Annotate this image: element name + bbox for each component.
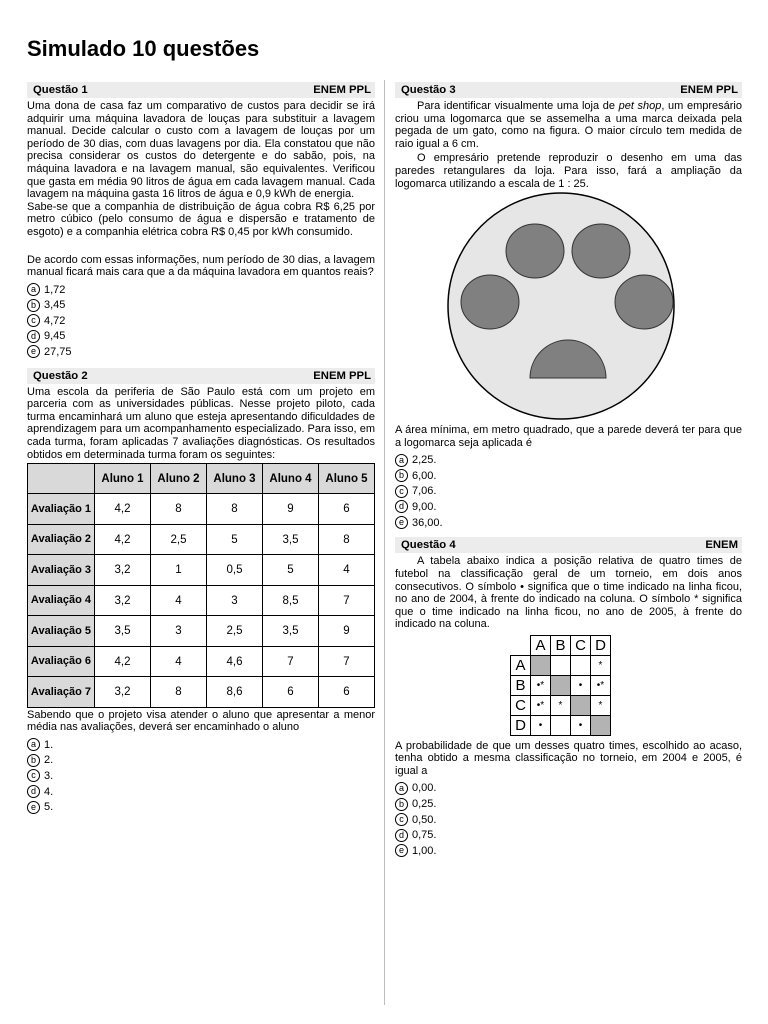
option-c[interactable] xyxy=(27,313,375,329)
column-header: Aluno 5 xyxy=(319,464,375,494)
option-letter: b xyxy=(27,754,40,767)
option-letter: d xyxy=(395,500,408,513)
grid-cell: * xyxy=(591,695,611,715)
option-text: 36,00. xyxy=(412,516,443,529)
table-cell: 8 xyxy=(207,494,263,525)
table-cell: 5 xyxy=(207,524,263,555)
option-b[interactable] xyxy=(27,753,375,769)
row-header: Avaliação 5 xyxy=(28,616,95,647)
question-2-label: Questão 2 xyxy=(33,369,88,382)
question-3-header xyxy=(395,82,742,98)
table-row xyxy=(28,677,375,708)
option-letter: e xyxy=(27,801,40,814)
table-cell: 3,5 xyxy=(263,524,319,555)
option-d[interactable] xyxy=(27,784,375,800)
grid-cell: •* xyxy=(531,695,551,715)
table-cell: 9 xyxy=(263,494,319,525)
table-row xyxy=(28,585,375,616)
table-cell: 9 xyxy=(319,616,375,647)
option-a[interactable] xyxy=(27,737,375,753)
table-cell: 3,5 xyxy=(263,616,319,647)
option-text: 9,45 xyxy=(44,330,66,343)
row-header: Avaliação 6 xyxy=(28,646,95,677)
option-letter: c xyxy=(395,813,408,826)
option-text: 1,72 xyxy=(44,283,66,296)
option-a[interactable] xyxy=(395,781,742,797)
table-cell: 7 xyxy=(319,585,375,616)
grades-header-row xyxy=(28,464,375,494)
table-cell: 1 xyxy=(151,555,207,586)
grid-cell: • xyxy=(571,715,591,735)
option-letter: e xyxy=(27,345,40,358)
left-column xyxy=(27,82,375,815)
table-cell: 2,5 xyxy=(151,524,207,555)
table-cell: 7 xyxy=(319,646,375,677)
table-row xyxy=(28,494,375,525)
question-1-prompt: De acordo com essas informações, num período de 30 dias, a lavagem manual ficará mais cara que a da máquina lavadora em quantos reais? xyxy=(27,253,375,279)
column-header: Aluno 2 xyxy=(151,464,207,494)
option-e[interactable] xyxy=(395,843,742,859)
question-4-statement: A tabela abaixo indica a posição relativa de quatro times de futebol na classificação geral de um torneio, em dois anos consecutivos. O símbolo • significa que o time indicado na linha ficou, no ano de 2004, à frente do indicado na coluna. O símbolo * significa que o time indicado na linha ficou, no ano de 2005, à frente do indicado na coluna. xyxy=(395,555,742,631)
grid-cell: •* xyxy=(531,675,551,695)
grid-row-header: B xyxy=(511,675,531,695)
question-4-prompt: A probabilidade de que um desses quatro times, escolhido ao acaso, tenha obtido a mesma classificação no torneio, em 2004 e 2005, é igual a xyxy=(395,739,742,778)
question-4-options xyxy=(395,781,742,859)
question-1 xyxy=(27,82,375,360)
row-header: Avaliação 4 xyxy=(28,585,95,616)
question-3-statement: Para identificar visualmente uma loja de pet shop, um empresário criou uma logomarca que se assemelha a uma marca deixada pela pegada de um gato, como na figura. O maior círculo tem medida de raio igual a 6 cm. xyxy=(395,100,742,150)
paw-logo-figure xyxy=(395,192,742,422)
option-letter: c xyxy=(395,485,408,498)
row-header: Avaliação 3 xyxy=(28,555,95,586)
grid-row-header: A xyxy=(511,655,531,675)
option-text: 1. xyxy=(44,738,54,751)
question-2-statement: Uma escola da periferia de São Paulo está com um projeto em parceria com as universidades públicas. Nesse projeto piloto, cada turma encaminhará um aluno que esteja apresentando dificuldades de aprendizagem para um acompanhamento especializado. Para isso, em cada turma, foram aplicadas 7 avaliações diagnósticas. Os resultados obtidos em determinada turma foram os seguintes: xyxy=(27,385,375,461)
table-cell: 2,5 xyxy=(207,616,263,647)
grid-column-header: B xyxy=(551,635,571,655)
option-text: 9,00. xyxy=(412,500,437,513)
option-text: 0,50. xyxy=(412,813,437,826)
grid-cell xyxy=(551,715,571,735)
table-cell: 3 xyxy=(207,585,263,616)
grid-cell: * xyxy=(591,655,611,675)
paw-toe-left xyxy=(461,275,519,329)
option-text: 3,45 xyxy=(44,299,66,312)
table-row xyxy=(28,646,375,677)
option-letter: e xyxy=(395,516,408,529)
question-2 xyxy=(27,368,375,815)
option-b[interactable] xyxy=(27,297,375,313)
grid-diagonal-cell xyxy=(551,675,571,695)
grid-corner xyxy=(511,635,531,655)
question-4-header xyxy=(395,537,742,553)
option-text: 7,06. xyxy=(412,485,437,498)
option-e[interactable] xyxy=(27,799,375,815)
option-letter: c xyxy=(27,769,40,782)
option-b[interactable] xyxy=(395,796,742,812)
option-text: 4,72 xyxy=(44,314,66,327)
table-cell: 4 xyxy=(151,585,207,616)
grid-row xyxy=(511,675,611,695)
table-row xyxy=(28,555,375,586)
grid-column-header: C xyxy=(571,635,591,655)
table-cell: 7 xyxy=(263,646,319,677)
column-header: Aluno 4 xyxy=(263,464,319,494)
option-a[interactable] xyxy=(395,452,742,468)
grid-column-header: D xyxy=(591,635,611,655)
option-e[interactable] xyxy=(395,515,742,531)
option-letter: d xyxy=(395,829,408,842)
question-4 xyxy=(395,537,742,858)
grades-table xyxy=(27,463,375,708)
table-cell: 6 xyxy=(263,677,319,708)
grid-cell xyxy=(571,655,591,675)
table-cell: 6 xyxy=(319,494,375,525)
option-text: 2. xyxy=(44,754,54,767)
option-d[interactable] xyxy=(395,827,742,843)
table-cell: 3,2 xyxy=(95,585,151,616)
paw-toe-top-right xyxy=(572,224,630,278)
column-divider xyxy=(384,80,385,1005)
question-2-header xyxy=(27,368,375,384)
question-2-prompt: Sabendo que o projeto visa atender o aluno que apresentar a menor média nas avaliações, deverá ser encaminhado o aluno xyxy=(27,708,375,734)
option-letter: b xyxy=(395,798,408,811)
row-header: Avaliação 7 xyxy=(28,677,95,708)
question-1-header xyxy=(27,82,375,98)
table-cell: 3,5 xyxy=(95,616,151,647)
table-cell: 4 xyxy=(319,555,375,586)
right-column xyxy=(395,82,742,859)
option-c[interactable] xyxy=(27,768,375,784)
option-text: 0,00. xyxy=(412,782,437,795)
column-header: Aluno 1 xyxy=(95,464,151,494)
table-cell: 8 xyxy=(151,494,207,525)
option-c[interactable] xyxy=(395,812,742,828)
table-cell: 4,2 xyxy=(95,524,151,555)
row-header: Avaliação 2 xyxy=(28,524,95,555)
option-text: 0,25. xyxy=(412,798,437,811)
table-cell: 3,2 xyxy=(95,555,151,586)
grid-column-header: A xyxy=(531,635,551,655)
option-b[interactable] xyxy=(395,468,742,484)
table-cell: 4,2 xyxy=(95,646,151,677)
grid-cell: • xyxy=(571,675,591,695)
corner-cell xyxy=(28,464,95,494)
table-cell: 4,6 xyxy=(207,646,263,677)
option-letter: e xyxy=(395,844,408,857)
column-header: Aluno 3 xyxy=(207,464,263,494)
option-text: 0,75. xyxy=(412,829,437,842)
grid-cell: * xyxy=(551,695,571,715)
option-text: 6,00. xyxy=(412,469,437,482)
table-cell: 3 xyxy=(151,616,207,647)
question-2-options xyxy=(27,737,375,815)
table-row xyxy=(28,616,375,647)
option-a[interactable] xyxy=(27,282,375,298)
grid-row xyxy=(511,655,611,675)
option-letter: d xyxy=(27,330,40,343)
option-d[interactable] xyxy=(395,499,742,515)
option-letter: b xyxy=(27,299,40,312)
table-cell: 8 xyxy=(319,524,375,555)
question-2-source: ENEM PPL xyxy=(313,369,371,382)
question-4-source: ENEM xyxy=(705,539,738,552)
option-text: 4. xyxy=(44,785,54,798)
grid-row-header: D xyxy=(511,715,531,735)
question-3-source: ENEM PPL xyxy=(680,84,738,96)
paw-logo-svg xyxy=(395,192,742,422)
question-3-scale-text: O empresário pretende reproduzir o desenho em uma das paredes retangulares da loja. Para isso, fará a ampliação da logomarca utilizando a escala de 1 : 25. xyxy=(395,152,742,190)
option-letter: a xyxy=(27,283,40,296)
table-cell: 3,2 xyxy=(95,677,151,708)
paw-toe-top-left xyxy=(506,224,564,278)
option-c[interactable] xyxy=(395,484,742,500)
option-letter: b xyxy=(395,469,408,482)
question-1-source: ENEM PPL xyxy=(313,84,371,96)
table-cell: 8,5 xyxy=(263,585,319,616)
table-cell: 4,2 xyxy=(95,494,151,525)
grid-header-row xyxy=(511,635,611,655)
grid-row xyxy=(511,715,611,735)
option-text: 1,00. xyxy=(412,844,437,857)
table-row xyxy=(28,524,375,555)
grid-diagonal-cell xyxy=(571,695,591,715)
option-text: 2,25. xyxy=(412,454,437,467)
option-d[interactable] xyxy=(27,329,375,345)
grid-row-header: C xyxy=(511,695,531,715)
question-3-label: Questão 3 xyxy=(401,84,456,96)
question-1-statement: Uma dona de casa faz um comparativo de custos para decidir se irá adquirir uma máquina lavadora de louças para substituir a lavagem manual. Decide calcular o custo com a lavagem de louças por um período de 30 dias, com duas lavagens por dia. Ela constatou que não precisa considerar os custos do detergente e do sabão, pois, na máquina lavadora e na lavagem manual, são equivalentes. Verificou que gasta em média 90 litros de água em cada lavagem manual. Cada lavagem na máquina gasta 16 litros de água e 0,9 kWh de energia. xyxy=(27,100,375,201)
ranking-grid xyxy=(510,635,611,736)
grid-cell: •* xyxy=(591,675,611,695)
row-header: Avaliação 1 xyxy=(28,494,95,525)
table-cell: 8,6 xyxy=(207,677,263,708)
grid-cell xyxy=(551,655,571,675)
option-e[interactable] xyxy=(27,344,375,360)
question-1-options xyxy=(27,282,375,360)
question-4-label: Questão 4 xyxy=(401,539,456,552)
table-cell: 4 xyxy=(151,646,207,677)
option-letter: c xyxy=(27,314,40,327)
option-text: 5. xyxy=(44,801,54,814)
question-1-label: Questão 1 xyxy=(33,84,88,96)
option-text: 3. xyxy=(44,769,54,782)
question-3-prompt: A área mínima, em metro quadrado, que a parede deverá ter para que a logomarca seja aplicada é xyxy=(395,424,742,449)
question-3 xyxy=(395,82,742,530)
question-1-prices: Sabe-se que a companhia de distribuição de água cobra R$ 6,25 por metro cúbico (pelo consumo de água e dispersão e tratamento de esgoto) e a companhia elétrica cobra R$ 0,45 por kWh consumido. xyxy=(27,200,375,238)
page-title: Simulado 10 questões xyxy=(27,36,260,61)
grid-row xyxy=(511,695,611,715)
paw-toe-right xyxy=(615,275,673,329)
table-cell: 0,5 xyxy=(207,555,263,586)
grid-diagonal-cell xyxy=(591,715,611,735)
option-letter: a xyxy=(395,782,408,795)
option-text: 27,75 xyxy=(44,345,72,358)
table-cell: 8 xyxy=(151,677,207,708)
grid-cell: • xyxy=(531,715,551,735)
option-letter: a xyxy=(395,454,408,467)
table-cell: 6 xyxy=(319,677,375,708)
table-cell: 5 xyxy=(263,555,319,586)
option-letter: a xyxy=(27,738,40,751)
question-3-options xyxy=(395,452,742,530)
grid-diagonal-cell xyxy=(531,655,551,675)
option-letter: d xyxy=(27,785,40,798)
